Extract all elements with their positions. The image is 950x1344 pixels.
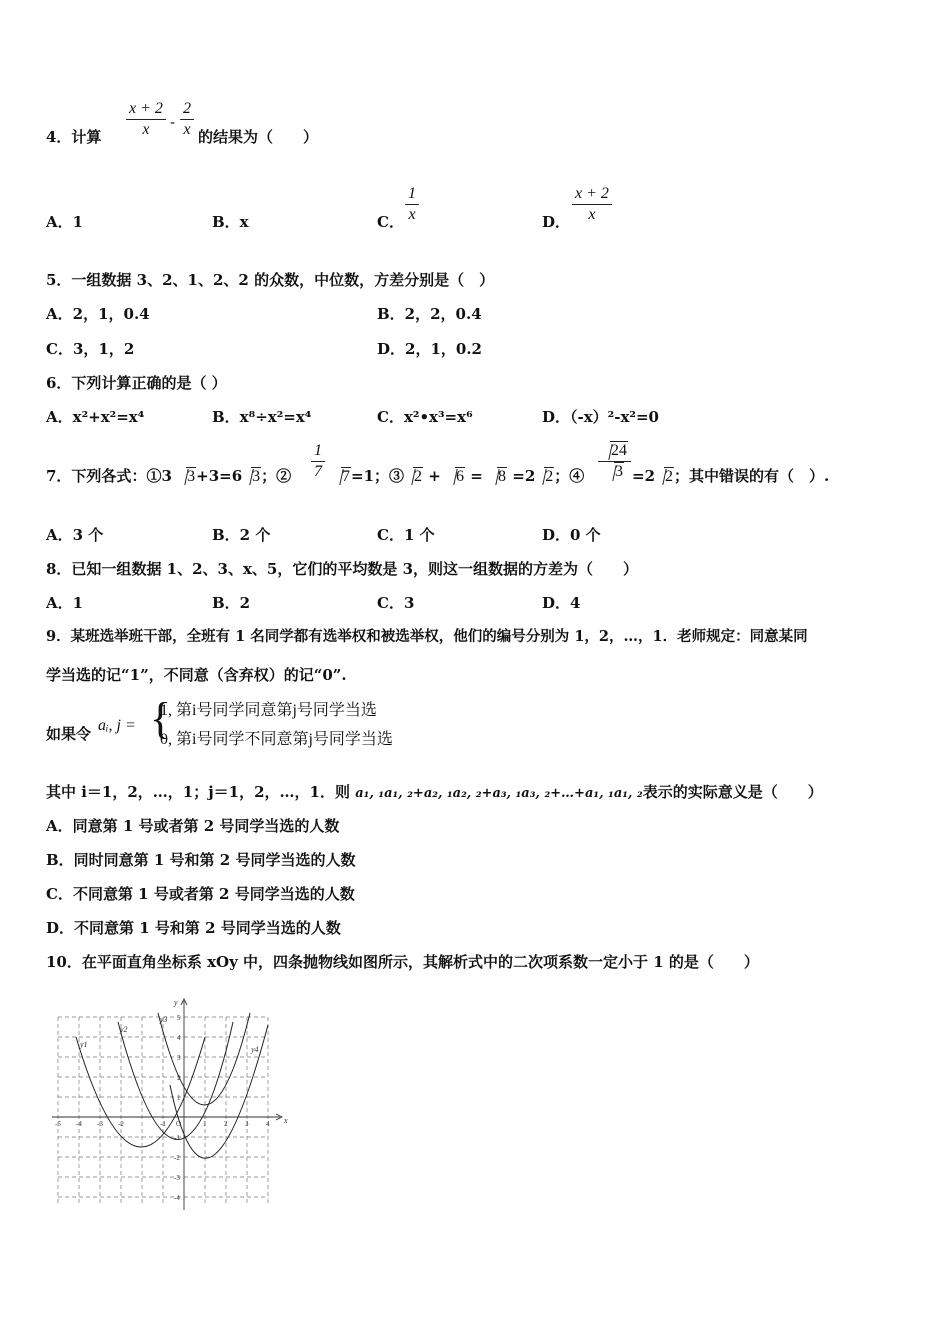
q10-ytick: -4	[174, 1194, 180, 1202]
q9-line1: 9．某班选举班干部，全班有 1 名同学都有选举权和被选举权，他们的编号分别为 1，2，…，1．老师规定：同意某同	[46, 628, 808, 645]
q6-option-c[interactable]: C．x²•x³=x⁶	[377, 408, 473, 426]
q8-option-b[interactable]: B．2	[212, 594, 251, 612]
q7-e4-num-root: 24	[601, 442, 628, 460]
q7-e4-den-root: 3	[605, 463, 624, 481]
q7-e3-plus: +	[423, 467, 447, 485]
q7-stem	[46, 466, 291, 487]
q4-option-d-fraction	[572, 185, 612, 224]
q9-line2: 学当选的记“1”，不同意（含弃权）的记“0”.	[46, 666, 347, 684]
q10-stem: 10．在平面直角坐标系 xOy 中，四条抛物线如图所示，其解析式中的二次项系数一定小于 1 的是（ ）	[46, 953, 759, 971]
q9-option-d[interactable]: D．不同意第 1 号和第 2 号同学当选的人数	[46, 919, 341, 937]
q6-option-a[interactable]: A．x²+x²=x⁴	[46, 408, 145, 426]
q7-e1-root1: 3	[177, 467, 196, 487]
q4-option-a[interactable]: A．1	[46, 213, 84, 231]
q9-case-2: 0, 第i号同学不同意第j号同学当选	[160, 731, 393, 748]
q6-option-d[interactable]: D．（-x）²-x²=0	[542, 408, 659, 426]
q7-e3-res: =2	[507, 467, 536, 485]
q7-e2-den: 7	[314, 463, 322, 480]
q7-e3-root3: 8	[488, 467, 507, 487]
q9-case-1: 1, 第i号同学同意第j号同学当选	[160, 702, 377, 719]
q7-option-c[interactable]: C．1 个	[377, 526, 435, 544]
q4-frac2-num: 2	[183, 100, 191, 117]
q7-sep4: ；④	[554, 467, 585, 485]
q10-xtick: 2	[224, 1120, 228, 1128]
q4-frac1-den: x	[142, 121, 150, 138]
q4-frac2-den: x	[183, 121, 191, 138]
q9-option-a[interactable]: A．同意第 1 号或者第 2 号同学当选的人数	[46, 817, 340, 835]
q7-e4-root: 2	[655, 467, 674, 487]
q10-ytick: 5	[177, 1014, 181, 1022]
q4-frac1-num: x + 2	[129, 100, 163, 117]
q9-line3-c: 表示的实际意义是（ ）	[642, 783, 823, 801]
q7-option-a[interactable]: A．3 个	[46, 526, 104, 544]
q8-option-d[interactable]: D．4	[542, 594, 581, 612]
q4-option-c-fraction	[405, 185, 419, 224]
q7-e4-fraction	[598, 442, 631, 481]
q7-option-b[interactable]: B．2 个	[212, 526, 271, 544]
q4-option-c[interactable]: C．	[377, 213, 404, 231]
q10-ytick: -1	[174, 1134, 180, 1142]
q10-xtick: O	[176, 1120, 182, 1128]
q5-option-a[interactable]: A．2，1，0.4	[46, 305, 150, 323]
q9-brace: {	[150, 694, 172, 743]
q10-y-axis-label: y	[174, 998, 178, 1007]
q6-stem: 6．下列计算正确的是（ ）	[46, 374, 227, 392]
q9-def-prefix: 如果令	[46, 725, 92, 743]
q10-x-axis-label: x	[284, 1116, 288, 1125]
q10-ytick: 3	[177, 1054, 181, 1062]
q8-stem: 8．已知一组数据 1、2、3、x、5，它们的平均数是 3，则这一组数据的方差为（ ）	[46, 560, 639, 578]
q10-xtick: 4	[266, 1120, 270, 1128]
q10-ytick: -3	[174, 1174, 180, 1182]
q4-fraction-2	[180, 100, 194, 139]
q10-xtick: -4	[76, 1120, 82, 1128]
q5-stem: 5．一组数据 3、2、1、2、2 的众数，中位数，方差分别是（ ）	[46, 271, 495, 289]
q8-option-c[interactable]: C．3	[377, 594, 415, 612]
q10-label-y4: y4	[251, 1045, 259, 1054]
q7-e1-mid: +3=6	[196, 467, 243, 485]
q10-xtick: -5	[55, 1120, 61, 1128]
q4-c-den: x	[408, 206, 416, 223]
q10-xtick: 1	[203, 1120, 207, 1128]
q4-c-num: 1	[408, 185, 416, 202]
q9-line3-expr: a₁, ₁a₁, ₂+a₂, ₁a₂, ₂+a₃, ₁a₃, ₂+…+a₁, ₁a₁, ₂	[355, 786, 643, 801]
q10-parabola-graph	[48, 995, 293, 1215]
q7-e3-root1: 2	[404, 467, 423, 487]
q5-option-d[interactable]: D．2，1，0.2	[377, 340, 482, 358]
q4-fraction-1	[126, 100, 166, 139]
q10-label-y1: y1	[80, 1040, 88, 1049]
q7-e1-root2: 3	[242, 467, 261, 487]
q4-minus: -	[170, 113, 176, 131]
q7-e4-eq: =2	[632, 467, 656, 485]
q6-option-b[interactable]: B．x⁸÷x²=x⁴	[212, 408, 312, 426]
q4-d-num: x + 2	[575, 185, 609, 202]
q4-tail: 的结果为（ ）	[198, 128, 319, 146]
q8-option-a[interactable]: A．1	[46, 594, 84, 612]
q10-ytick: 2	[177, 1074, 181, 1082]
q7-e2-fraction	[311, 442, 325, 481]
q10-xtick: -1	[160, 1120, 166, 1128]
q7-option-d[interactable]: D．0 个	[542, 526, 601, 544]
q9-option-c[interactable]: C．不同意第 1 号或者第 2 号同学当选的人数	[46, 885, 355, 903]
q7-sep2: ；②	[261, 467, 292, 485]
q7-e3-eq: =	[465, 467, 489, 485]
q5-option-b[interactable]: B．2，2，0.4	[377, 305, 482, 323]
q10-xtick: -3	[97, 1120, 103, 1128]
q9-option-b[interactable]: B．同时同意第 1 号和第 2 号同学当选的人数	[46, 851, 356, 869]
q7-e2-eq: =1；③	[351, 467, 405, 485]
q5-option-c[interactable]: C．3，1，2	[46, 340, 135, 358]
q10-label-y2: y2	[120, 1025, 128, 1034]
q9-def-var: aᵢ, j =	[98, 717, 136, 734]
q10-label-y3: y3	[160, 1015, 168, 1024]
q7-e2-num: 1	[314, 442, 322, 459]
q10-ytick: -2	[174, 1154, 180, 1162]
q4-number: 4．计算	[46, 128, 102, 146]
q7-e3-root2: 6	[446, 467, 465, 487]
q7-stem-cont	[332, 466, 584, 487]
q7-e1-coef: 3	[161, 467, 172, 485]
q9-line3	[46, 782, 823, 804]
q10-ytick: 1	[177, 1094, 181, 1102]
q7-prefix: 7．下列各式：①	[46, 467, 162, 485]
q4-option-d[interactable]: D．	[542, 213, 571, 231]
q4-option-b[interactable]: B．x	[212, 213, 249, 231]
q4-d-den: x	[588, 206, 596, 223]
q7-tail: ；其中错误的有（ ）.	[674, 467, 830, 485]
q9-line3-a: 其中 i＝1，2，…，1；j＝1，2，…，1．则	[46, 783, 356, 801]
q7-e3-root4: 2	[535, 467, 554, 487]
q7-e2-root: 7	[332, 467, 351, 487]
q10-xtick: 3	[245, 1120, 249, 1128]
q7-stem-tail	[632, 466, 829, 487]
q10-ytick: 4	[177, 1034, 181, 1042]
q10-xtick: -2	[118, 1120, 124, 1128]
